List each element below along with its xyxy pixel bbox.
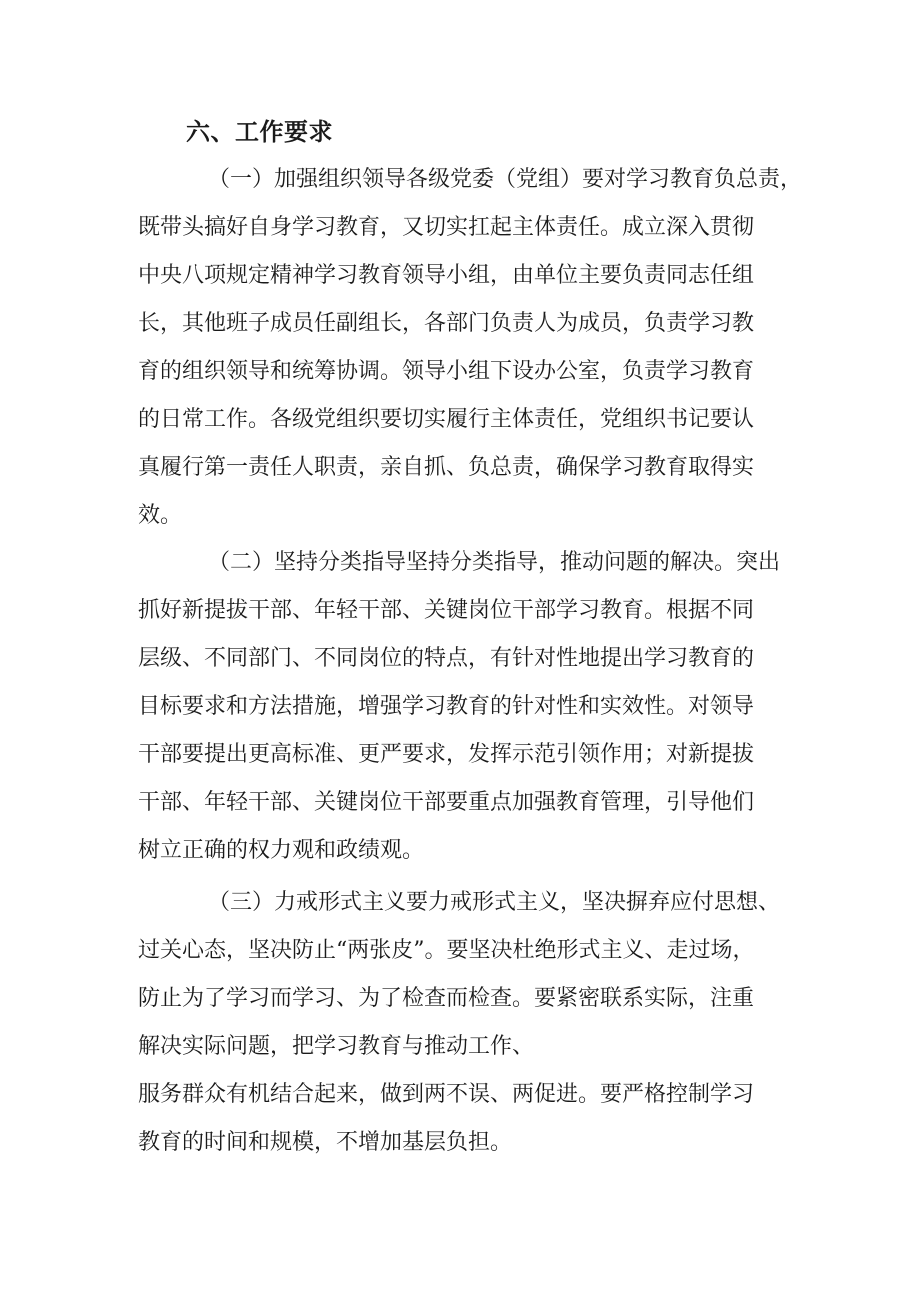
paragraph-line: 抓好新提拔干部、年轻干部、关键岗位干部学习教育。根据不同 xyxy=(138,598,755,623)
section-title: 六、工作要求 xyxy=(186,117,333,146)
paragraph-line: （一）加强组织领导各级党委（党组）要对学习教育负总责， xyxy=(208,167,803,192)
paragraph-line: 中央八项规定精神学习教育领导小组，由单位主要负责同志任组 xyxy=(138,263,755,288)
paragraph-line: 长，其他班子成员任副组长，各部门负责人为成员，负责学习教 xyxy=(138,311,755,336)
paragraph-line: 目标要求和方法措施，增强学习教育的针对性和实效性。对领导 xyxy=(138,694,755,719)
paragraph-line: 既带头搞好自身学习教育，又切实扛起主体责任。成立深入贯彻 xyxy=(138,215,755,240)
paragraph-line: 效。 xyxy=(138,503,183,528)
paragraph-line: 教育的时间和规模，不增加基层负担。 xyxy=(138,1130,513,1155)
paragraph-line: 服务群众有机结合起来，做到两不误、两促进。要严格控制学习 xyxy=(138,1082,755,1107)
paragraph-line: 真履行第一责任人职责，亲自抓、负总责，确保学习教育取得实 xyxy=(138,455,755,480)
paragraph-line: 的日常工作。各级党组织要切实履行主体责任，党组织书记要认 xyxy=(138,407,755,432)
paragraph-line: 干部要提出更高标准、更严要求，发挥示范引领作用；对新提拔 xyxy=(138,742,755,767)
paragraph-line: 解决实际问题，把学习教育与推动工作、 xyxy=(138,1034,535,1059)
paragraph-line: 干部、年轻干部、关键岗位干部要重点加强教育管理，引导他们 xyxy=(138,790,755,815)
paragraph-line: 过关心态，坚决防止“两张皮”。要坚决杜绝形式主义、走过场， xyxy=(138,938,755,963)
paragraph-line: 树立正确的权力观和政绩观。 xyxy=(138,838,425,863)
paragraph-line: 育的组织领导和统筹协调。领导小组下设办公室，负责学习教育 xyxy=(138,359,755,384)
paragraph-line: 防止为了学习而学习、为了检查而检查。要紧密联系实际，注重 xyxy=(138,986,755,1011)
paragraph-line: 层级、不同部门、不同岗位的特点，有针对性地提出学习教育的 xyxy=(138,646,755,671)
paragraph-line: （二）坚持分类指导坚持分类指导，推动问题的解决。突出 xyxy=(208,550,781,575)
paragraph-line: （三）力戒形式主义要力戒形式主义，坚决摒弃应付思想、 xyxy=(208,890,781,915)
